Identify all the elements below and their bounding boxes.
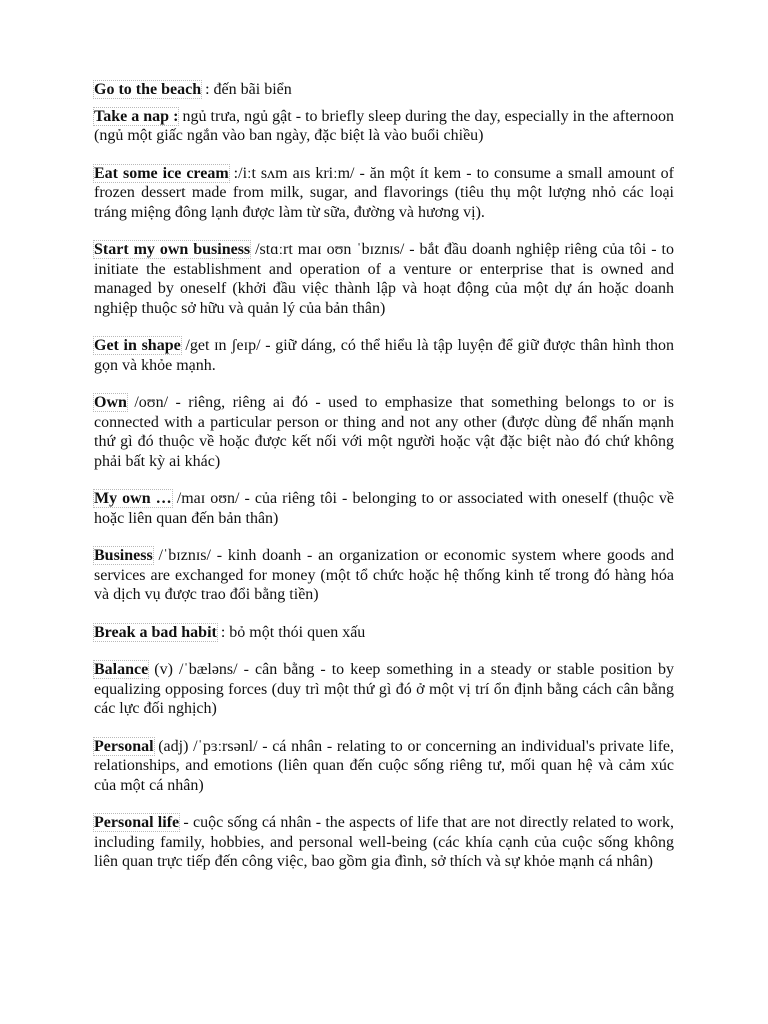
term: Personal life — [94, 814, 180, 831]
entry-start-my-own-business — [94, 240, 674, 318]
document-page — [94, 80, 674, 890]
definition: /oʊn/ - riêng, riêng ai đó - used to emphasize that something belongs to or is connected with a particular person or thing and not any other (được dùng để nhấn mạnh thứ gì đó thuộc về hoặc được kết nối với một người hoặc vật đặc biệt nào đó chứ không phải bất kỳ ai khác) — [94, 394, 674, 470]
definition: /get ɪn ʃeɪp/ - giữ dáng, có thể hiểu là tập luyện để giữ được thân hình thon gọn và khỏe mạnh. — [94, 337, 675, 374]
definition: /ˈbɪznɪs/ - kinh doanh - an organization or economic system where goods and services are exchanged for money (một tổ chức hoặc hệ thống kinh tế trong đó hàng hóa và dịch vụ được trao đổi bằng tiền) — [94, 547, 674, 603]
term: Get in shape — [94, 337, 181, 354]
term: Break a bad habit — [94, 623, 217, 641]
term: Personal — [94, 737, 154, 755]
entry-break-a-bad-habit — [94, 623, 674, 643]
term: My own … — [94, 490, 172, 507]
definition: ngủ trưa, ngủ gật - to briefly sleep during the day, especially in the afternoon (ngủ một giấc ngắn vào ban ngày, đặc biệt là vào buổi chiều) — [94, 107, 674, 144]
definition: : bỏ một thói quen xấu — [216, 623, 366, 641]
entry-my-own — [94, 489, 674, 528]
term: Start my own business — [94, 241, 251, 258]
definition: /maɪ oʊn/ - của riêng tôi - belonging to or associated with oneself (thuộc về hoặc liên quan đến bản thân) — [94, 490, 674, 527]
term: Own — [94, 394, 127, 411]
definition: :/iːt sʌm aɪs kriːm/ - ăn một ít kem - to consume a small amount of frozen dessert made from milk, sugar, and flavorings (tiêu thụ một lượng nhỏ các loại tráng miệng đông lạnh được làm từ sữa, đường và hương vị). — [94, 164, 674, 221]
term: Go to the beach — [94, 81, 202, 98]
entry-personal — [94, 737, 674, 796]
entry-balance — [94, 660, 674, 719]
entry-take-a-nap — [94, 107, 674, 146]
definition: /stɑːrt maɪ oʊn ˈbɪznɪs/ - bắt đầu doanh nghiệp riêng của tôi - to initiate the establishment and operation of a venture or enterprise that is owned and managed by oneself (khởi đầu việc thành lập và hoạt động của một dự án hoặc doanh nghiệp thuộc sở hữu và quản lý của bản thân) — [94, 241, 675, 317]
definition: (v) /ˈbæləns/ - cân bằng - to keep something in a steady or stable position by equalizing opposing forces (duy trì một thứ gì đó ở một vị trí ổn định bằng cách cân bằng các lực đối nghịch) — [94, 661, 674, 717]
term: Business — [94, 547, 153, 564]
entry-personal-life — [94, 813, 674, 872]
definition: - cuộc sống cá nhân - the aspects of life that are not directly related to work, including family, hobbies, and personal well-being (các khía cạnh của cuộc sống không liên quan trực tiếp đến công việc, bao gồm gia đình, sở thích và sự khỏe mạnh cá nhân) — [94, 814, 674, 870]
definition: : đến bãi biển — [201, 81, 292, 98]
term: Balance — [94, 661, 149, 678]
entry-eat-some-ice-cream — [94, 164, 674, 223]
entry-go-to-the-beach — [94, 80, 674, 100]
term: Eat some ice cream — [94, 164, 229, 182]
term: Take a nap : — [94, 107, 179, 125]
entry-get-in-shape — [94, 336, 674, 375]
entry-business — [94, 546, 674, 605]
definition: (adj) /ˈpɜːrsənl/ - cá nhân - relating to or concerning an individual's private life, relationships, and emotions (liên quan đến cuộc sống riêng tư, mối quan hệ và cảm xúc của một cá nhân) — [94, 737, 674, 794]
entry-own — [94, 393, 674, 471]
